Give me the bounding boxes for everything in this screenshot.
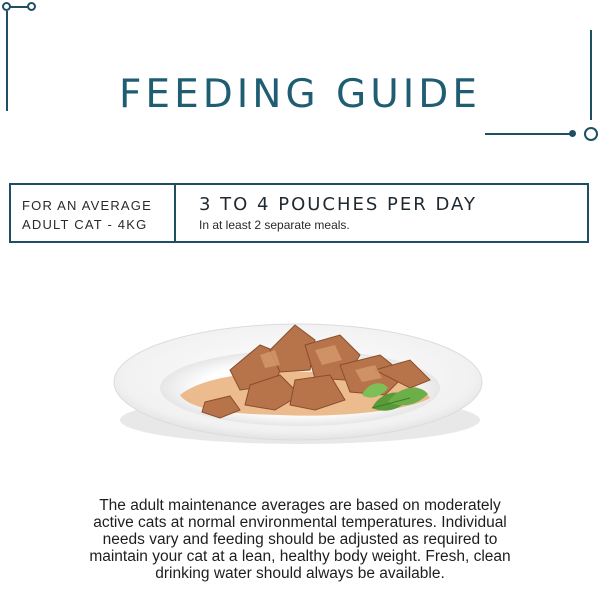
- disclaimer-line: maintain your cat at a lean, healthy body weight. Fresh, clean: [89, 548, 511, 565]
- page-title: FEEDING GUIDE: [119, 72, 481, 118]
- plate-illustration: [110, 310, 490, 450]
- disclaimer-line: drinking water should always be available.: [155, 565, 445, 582]
- cat-description: [11, 185, 176, 241]
- frame-line: [485, 133, 570, 135]
- frame-ring-icon: [584, 127, 598, 141]
- frame-dot-icon: [569, 130, 576, 137]
- feeding-disclaimer: [50, 497, 550, 582]
- frame-line: [10, 6, 28, 8]
- feeding-guide-table: [9, 183, 589, 243]
- frame-ring-icon: [27, 2, 36, 11]
- disclaimer-line: The adult maintenance averages are based on moderately: [99, 497, 501, 514]
- plate-of-food-icon: [110, 310, 490, 450]
- cat-description-line1: FOR AN AVERAGE: [22, 198, 152, 213]
- disclaimer-line: active cats at normal environmental temperatures. Individual: [93, 514, 507, 531]
- feeding-note: In at least 2 separate meals.: [199, 218, 350, 232]
- cat-description-line2: ADULT CAT - 4KG: [22, 217, 148, 232]
- feeding-amount-text: 3 TO 4 POUCHES PER DAY: [199, 194, 477, 215]
- feeding-amount: [176, 185, 477, 241]
- disclaimer-line: needs vary and feeding should be adjusted as required to: [102, 531, 498, 548]
